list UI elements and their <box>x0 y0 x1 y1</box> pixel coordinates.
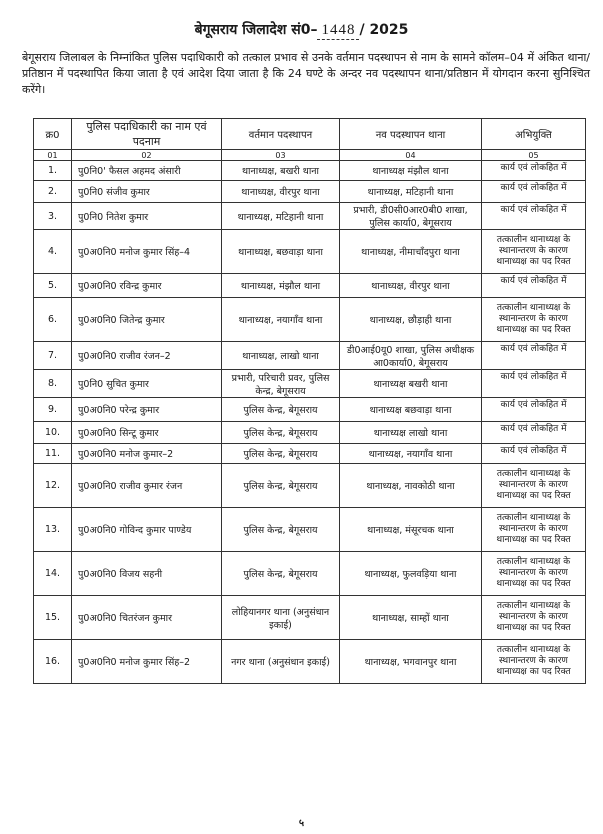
current-posting-cell: पुलिस केन्द्र, बेगूसराय <box>222 398 340 422</box>
remarks-cell: तत्कालीन थानाध्यक्ष के स्थानान्तरण के कारण थानाध्यक्ष का पद रिक्त <box>482 596 586 640</box>
serial-cell: 6. <box>34 298 72 342</box>
new-posting-cell: थानाध्यक्ष मंझौल थाना <box>340 161 482 181</box>
current-posting-cell: पुलिस केन्द्र, बेगूसराय <box>222 508 340 552</box>
table-row <box>34 370 586 398</box>
table-row <box>34 181 586 203</box>
officer-name-cell: पु0अ0नि0 गोविन्द कुमार पाण्डेय <box>72 508 222 552</box>
remarks-cell: कार्य एवं लोकहित में <box>482 342 586 370</box>
officer-name-cell: पु0अ0नि0 राजीव कुमार रंजन <box>72 464 222 508</box>
officer-name-cell: पु0अ0नि0 मनोज कुमार सिंह–2 <box>72 640 222 684</box>
serial-cell: 16. <box>34 640 72 684</box>
serial-cell: 13. <box>34 508 72 552</box>
serial-cell: 2. <box>34 181 72 203</box>
header-new-posting: नव पदस्थापन थाना <box>340 119 482 150</box>
serial-cell: 9. <box>34 398 72 422</box>
officer-name-cell: पु0नि0 सुचित कुमार <box>72 370 222 398</box>
order-year: / 2025 <box>359 22 409 38</box>
table-body <box>34 161 586 684</box>
remarks-cell: कार्य एवं लोकहित में <box>482 370 586 398</box>
column-number: 03 <box>222 150 340 161</box>
order-number: 1448 <box>317 22 359 40</box>
table-row <box>34 298 586 342</box>
serial-cell: 15. <box>34 596 72 640</box>
column-number: 05 <box>482 150 586 161</box>
serial-cell: 10. <box>34 422 72 444</box>
table-row <box>34 596 586 640</box>
remarks-cell: कार्य एवं लोकहित में <box>482 181 586 203</box>
officer-name-cell: पु0नि0 संजीव कुमार <box>72 181 222 203</box>
serial-cell: 7. <box>34 342 72 370</box>
new-posting-cell: थानाध्यक्ष, भगवानपुर थाना <box>340 640 482 684</box>
officer-name-cell: पु0नि0' फैसल अहमद अंसारी <box>72 161 222 181</box>
page-mark: ५ <box>298 818 305 829</box>
column-number: 04 <box>340 150 482 161</box>
remarks-cell: तत्कालीन थानाध्यक्ष के स्थानान्तरण के कारण थानाध्यक्ष का पद रिक्त <box>482 230 586 274</box>
header-name: पुलिस पदाधिकारी का नाम एवं पदनाम <box>72 119 222 150</box>
serial-cell: 12. <box>34 464 72 508</box>
header-serial: क्र0 <box>34 119 72 150</box>
serial-cell: 8. <box>34 370 72 398</box>
remarks-cell: कार्य एवं लोकहित में <box>482 203 586 230</box>
current-posting-cell: थानाध्यक्ष, लाखो थाना <box>222 342 340 370</box>
table-row <box>34 640 586 684</box>
column-number: 01 <box>34 150 72 161</box>
new-posting-cell: थानाध्यक्ष बछवाड़ा थाना <box>340 398 482 422</box>
new-posting-cell: थानाध्यक्ष, फुलवड़िया थाना <box>340 552 482 596</box>
current-posting-cell: थानाध्यक्ष, मटिहानी थाना <box>222 203 340 230</box>
remarks-cell: तत्कालीन थानाध्यक्ष के स्थानान्तरण के कारण थानाध्यक्ष का पद रिक्त <box>482 298 586 342</box>
current-posting-cell: थानाध्यक्ष, वीरपुर थाना <box>222 181 340 203</box>
new-posting-cell: थानाध्यक्ष, नयागाँव थाना <box>340 444 482 464</box>
table-row <box>34 274 586 298</box>
officer-name-cell: पु0अ0नि0 मनोज कुमार–2 <box>72 444 222 464</box>
officer-name-cell: पु0अ0नि0 चितरंजन कुमार <box>72 596 222 640</box>
remarks-cell: तत्कालीन थानाध्यक्ष के स्थानान्तरण के कारण थानाध्यक्ष का पद रिक्त <box>482 552 586 596</box>
table-row <box>34 398 586 422</box>
remarks-cell: कार्य एवं लोकहित में <box>482 161 586 181</box>
new-posting-cell: प्रभारी, डी0सी0आर0बी0 शाखा, पुलिस कार्या0, बेगूसराय <box>340 203 482 230</box>
serial-cell: 4. <box>34 230 72 274</box>
intro-paragraph: बेगूसराय जिलाबल के निम्नांकित पुलिस पदाधिकारी को तत्काल प्रभाव से उनके वर्तमान पदस्थापन से नाम के सामने कॉलम–04 में अंकित थाना/प्रतिष्ठान में पदस्थापित किया जाता है एवं आदेश दिया जाता है कि 24 घण्टे के अन्दर नव पदस्थापन थाना/प्रतिष्ठान में योगदान करना सुनिश्चित करेंगे। <box>22 51 590 96</box>
table-row <box>34 422 586 444</box>
serial-cell: 1. <box>34 161 72 181</box>
order-title: बेगूसराय जिलादेश सं0– <box>194 22 318 38</box>
new-posting-cell: थानाध्यक्ष लाखो थाना <box>340 422 482 444</box>
new-posting-cell: थानाध्यक्ष, नीमाचाँदपुरा थाना <box>340 230 482 274</box>
remarks-cell: तत्कालीन थानाध्यक्ष के स्थानान्तरण के कारण थानाध्यक्ष का पद रिक्त <box>482 508 586 552</box>
officer-name-cell: पु0अ0नि0 परेन्द्र कुमार <box>72 398 222 422</box>
serial-cell: 11. <box>34 444 72 464</box>
serial-cell: 3. <box>34 203 72 230</box>
remarks-cell: कार्य एवं लोकहित में <box>482 422 586 444</box>
officer-name-cell: पु0नि0 नितेश कुमार <box>72 203 222 230</box>
current-posting-cell: थानाध्यक्ष, मंझौल थाना <box>222 274 340 298</box>
current-posting-cell: पुलिस केन्द्र, बेगूसराय <box>222 552 340 596</box>
current-posting-cell: पुलिस केन्द्र, बेगूसराय <box>222 422 340 444</box>
new-posting-cell: थानाध्यक्ष, मंसूरचक थाना <box>340 508 482 552</box>
new-posting-cell: थानाध्यक्ष, साम्हों थाना <box>340 596 482 640</box>
table-row <box>34 342 586 370</box>
current-posting-cell: नगर थाना (अनुसंधान इकाई) <box>222 640 340 684</box>
table-header-row <box>34 119 586 150</box>
table-row <box>34 464 586 508</box>
current-posting-cell: लोहियानगर थाना (अनुसंधान इकाई) <box>222 596 340 640</box>
current-posting-cell: थानाध्यक्ष, नयागाँव थाना <box>222 298 340 342</box>
current-posting-cell: पुलिस केन्द्र, बेगूसराय <box>222 464 340 508</box>
new-posting-cell: थानाध्यक्ष, वीरपुर थाना <box>340 274 482 298</box>
officer-name-cell: पु0अ0नि0 मनोज कुमार सिंह–4 <box>72 230 222 274</box>
new-posting-cell: थानाध्यक्ष बखरी थाना <box>340 370 482 398</box>
table-row <box>34 230 586 274</box>
table-row <box>34 508 586 552</box>
current-posting-cell: थानाध्यक्ष, बछवाड़ा थाना <box>222 230 340 274</box>
order-header <box>0 20 603 40</box>
serial-cell: 5. <box>34 274 72 298</box>
current-posting-cell: थानाध्यक्ष, बखरी थाना <box>222 161 340 181</box>
new-posting-cell: डी0आई0यू0 शाखा, पुलिस अधीक्षक आ0कार्या0, बेगूसराय <box>340 342 482 370</box>
officer-name-cell: पु0अ0नि0 सिन्टू कुमार <box>72 422 222 444</box>
header-remarks: अभियुक्ति <box>482 119 586 150</box>
header-current-posting: वर्तमान पदस्थापन <box>222 119 340 150</box>
table-row <box>34 161 586 181</box>
posting-table <box>33 118 586 684</box>
table-row <box>34 444 586 464</box>
officer-name-cell: पु0अ0नि0 जितेन्द्र कुमार <box>72 298 222 342</box>
current-posting-cell: प्रभारी, परिचारी प्रवर, पुलिस केन्द्र, बेगूसराय <box>222 370 340 398</box>
serial-cell: 14. <box>34 552 72 596</box>
remarks-cell: कार्य एवं लोकहित में <box>482 444 586 464</box>
column-number: 02 <box>72 150 222 161</box>
remarks-cell: तत्कालीन थानाध्यक्ष के स्थानान्तरण के कारण थानाध्यक्ष का पद रिक्त <box>482 464 586 508</box>
new-posting-cell: थानाध्यक्ष, छौड़ाही थाना <box>340 298 482 342</box>
remarks-cell: कार्य एवं लोकहित में <box>482 274 586 298</box>
officer-name-cell: पु0अ0नि0 विजय सहनी <box>72 552 222 596</box>
new-posting-cell: थानाध्यक्ष, नावकोठी थाना <box>340 464 482 508</box>
remarks-cell: तत्कालीन थानाध्यक्ष के स्थानान्तरण के कारण थानाध्यक्ष का पद रिक्त <box>482 640 586 684</box>
officer-name-cell: पु0अ0नि0 राजीव रंजन–2 <box>72 342 222 370</box>
current-posting-cell: पुलिस केन्द्र, बेगूसराय <box>222 444 340 464</box>
table-row <box>34 552 586 596</box>
new-posting-cell: थानाध्यक्ष, मटिहानी थाना <box>340 181 482 203</box>
table-row <box>34 203 586 230</box>
officer-name-cell: पु0अ0नि0 रविन्द्र कुमार <box>72 274 222 298</box>
remarks-cell: कार्य एवं लोकहित में <box>482 398 586 422</box>
column-number-row <box>34 150 586 161</box>
